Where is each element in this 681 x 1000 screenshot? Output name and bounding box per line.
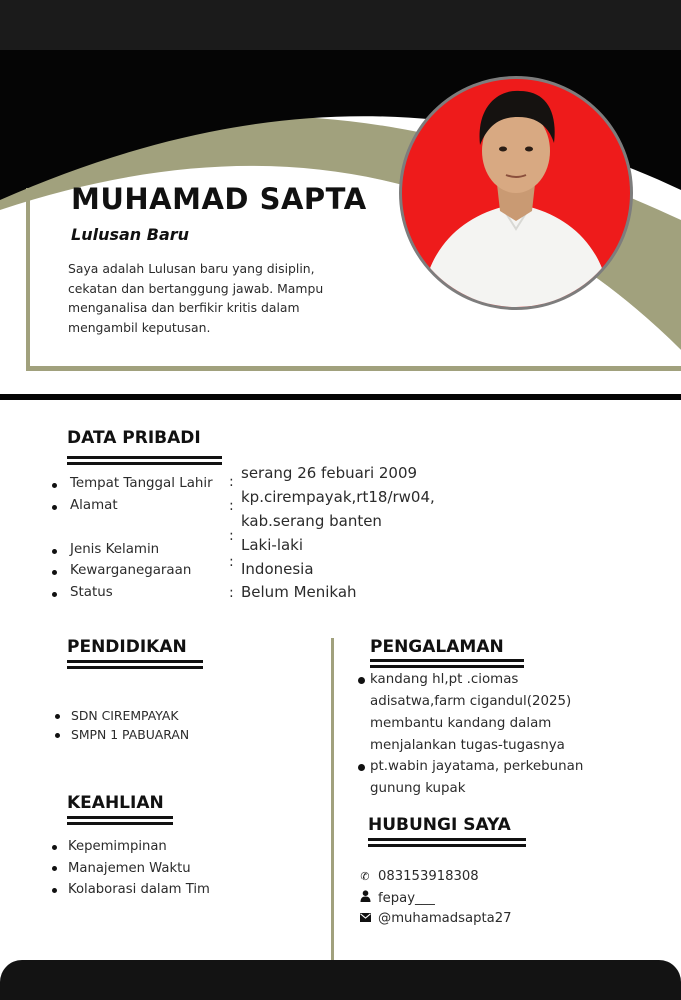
summary-line: Saya adalah Lulusan baru yang disiplin, <box>68 261 315 276</box>
data-pribadi-heading: DATA PRIBADI <box>67 428 201 448</box>
heading-underline <box>67 456 222 465</box>
list-item: SDN CIREMPAYAK <box>55 706 189 725</box>
colon: : <box>229 554 234 570</box>
experience-line: menjalankan tugas-tugasnya <box>370 738 565 753</box>
value-status: Belum Menikah <box>241 583 357 601</box>
experience-item <box>358 756 608 800</box>
heading-underline <box>370 659 524 668</box>
heading-underline <box>368 838 526 847</box>
pengalaman-heading: PENGALAMAN <box>370 637 504 657</box>
experience-item <box>358 669 608 757</box>
contact-user <box>358 890 435 906</box>
contact-text: fepay___ <box>378 891 435 906</box>
profile-summary <box>68 259 368 337</box>
phone-icon: ✆ <box>360 870 370 883</box>
value-alamat-2: kab.serang banten <box>241 512 382 530</box>
value-jenis-kelamin: Laki-laki <box>241 536 304 554</box>
person-name: MUHAMAD SAPTA <box>71 182 367 216</box>
keahlian-list <box>52 836 210 901</box>
colon: : <box>229 498 234 514</box>
list-item: Kepemimpinan <box>52 836 210 858</box>
experience-line: membantu kandang dalam <box>370 716 552 731</box>
heading-underline <box>67 816 173 825</box>
summary-line: cekatan dan bertanggung jawab. Mampu <box>68 280 324 296</box>
pendidikan-heading: PENDIDIKAN <box>67 637 187 657</box>
colon: : <box>229 528 234 544</box>
contact-text: @muhamadsapta27 <box>378 911 512 926</box>
list-item: Kolaborasi dalam Tim <box>52 879 210 901</box>
person-role: Lulusan Baru <box>71 225 190 244</box>
contact-phone <box>358 869 479 884</box>
column-divider <box>331 638 334 960</box>
experience-line: pt.wabin jayatama, perkebunan <box>370 759 584 774</box>
summary-line: mengambil keputusan. <box>68 319 211 335</box>
mail-icon <box>358 912 372 925</box>
label-alamat: Alamat <box>52 498 118 513</box>
label-jenis-kelamin: Jenis Kelamin <box>52 542 159 557</box>
colon: : <box>229 585 234 601</box>
bottom-dark-band <box>0 960 681 1000</box>
pendidikan-list <box>55 706 189 744</box>
value-kewarganegaraan: Indonesia <box>241 560 314 578</box>
label-kewarganegaraan: Kewarganegaraan <box>52 563 191 578</box>
value-ttl: serang 26 febuari 2009 <box>241 464 418 482</box>
list-item: Manajemen Waktu <box>52 858 210 880</box>
top-dark-band <box>0 0 681 50</box>
summary-line: menganalisa dan berfikir kritis dalam <box>68 300 300 315</box>
contact-text: 083153918308 <box>378 869 479 884</box>
colon: : <box>229 474 234 490</box>
user-icon <box>358 890 372 905</box>
heading-underline <box>67 660 203 669</box>
list-item: SMPN 1 PABUARAN <box>55 725 189 744</box>
hubungi-heading: HUBUNGI SAYA <box>368 815 511 835</box>
experience-line: adisatwa,farm cigandul(2025) <box>370 694 572 709</box>
contact-mail <box>358 911 512 926</box>
profile-photo <box>399 76 633 310</box>
experience-line: gunung kupak <box>370 781 466 796</box>
label-ttl: Tempat Tanggal Lahir <box>52 476 213 491</box>
keahlian-heading: KEAHLIAN <box>67 793 164 813</box>
label-status: Status <box>52 585 113 600</box>
experience-line: kandang hl,pt .ciomas <box>370 672 519 687</box>
value-alamat-1: kp.cirempayak,rt18/rw04, <box>241 488 435 506</box>
